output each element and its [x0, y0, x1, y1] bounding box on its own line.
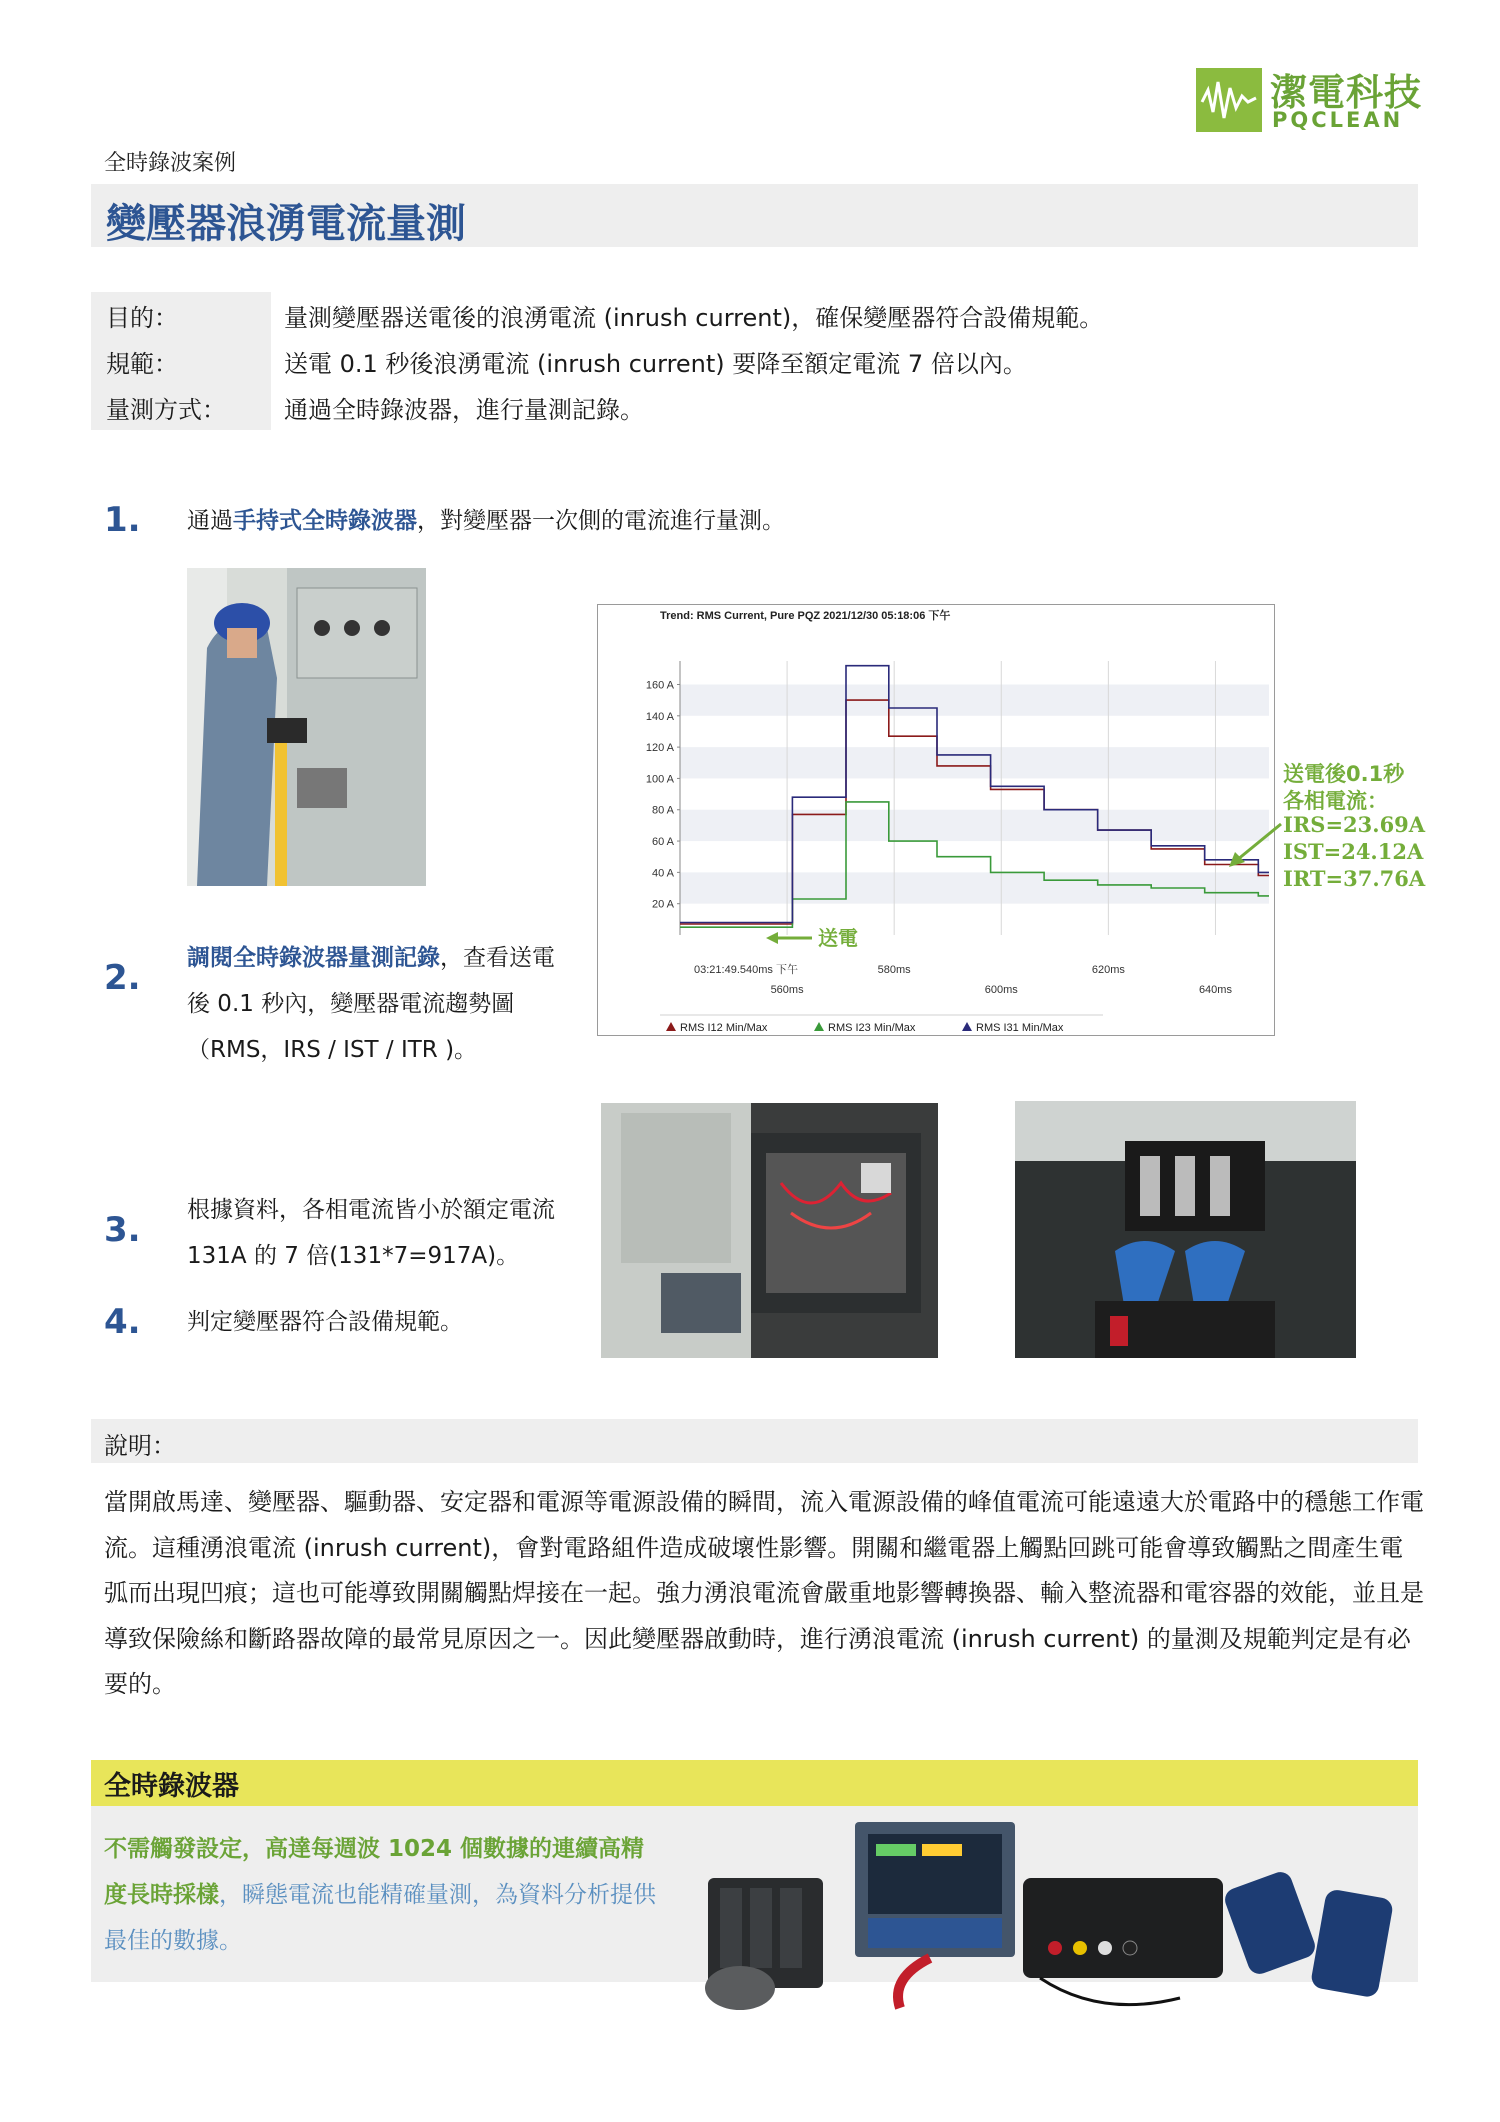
- energize-label: 送電: [818, 926, 858, 950]
- y-tick-label: 40 A: [651, 867, 674, 880]
- step-1-highlight: 手持式全時錄波器: [233, 508, 417, 534]
- grid-band: [680, 810, 1269, 841]
- chart-note-line2: 各相電流：: [1283, 789, 1388, 813]
- chart-note-irt: IRT=37.76A: [1283, 866, 1426, 891]
- photo-current-clamps: [1015, 1101, 1356, 1358]
- description-text: 當開啟馬達、變壓器、驅動器、安定器和電源等電源設備的瞬間，流入電源設備的峰值電流可能遠遠大於電路中的穩態工作電流。這種湧浪電流 (inrush current)，會對電路組件造成破壞性影響。開關和繼電器上觸點回跳可能會導致觸點之間產生電弧而出現凹痕；這也可能導致開關觸點焊接在一起。強力湧浪電流會嚴重地影響轉換器、輸入整流器和電容器的效能，並且是導致保險絲和斷路器故障的最常見原因之一。因此變壓器啟動時，進行湧浪電流 (inrush current) 的量測及規範判定是有必要的。: [104, 1488, 1424, 1698]
- step-number-2: 2.: [104, 958, 141, 998]
- chart-svg: [598, 605, 1274, 1035]
- x-tick-label-bottom: 640ms: [1198, 984, 1232, 996]
- energize-arrow-head: [766, 932, 778, 944]
- product-text-rest: ，瞬態電流也能精確量測，為資料分析提供最佳的數據。: [104, 1882, 656, 1954]
- chart-note-irs: IRS=23.69A: [1283, 812, 1426, 837]
- product-title-bar: [91, 1760, 1418, 1806]
- y-tick-label: 20 A: [651, 898, 674, 911]
- logo-chinese-name: 潔電科技: [1270, 71, 1422, 114]
- page-title: 變壓器浪湧電流量測: [106, 201, 466, 247]
- x-tick-label-bottom: 600ms: [984, 984, 1018, 996]
- step-2-highlight: 調閱全時錄波器量測記錄: [187, 945, 440, 971]
- step-text-2: 調閱全時錄波器量測記錄，查看送電後 0.1 秒內，變壓器電流趨勢圖（RMS，IRS / IST / ITR )。: [187, 945, 555, 1063]
- grid-band: [680, 747, 1269, 778]
- product-title: 全時錄波器: [104, 1771, 239, 1802]
- info-label-purpose: 目的：: [106, 304, 178, 332]
- step-number-3: 3.: [104, 1210, 141, 1250]
- step-text-1: 通過手持式全時錄波器，對變壓器一次側的電流進行量測。: [187, 508, 785, 534]
- photo-distribution-cabinet: [601, 1103, 938, 1358]
- chart-note-ist: IST=24.12A: [1283, 839, 1424, 864]
- product-text: [104, 1826, 664, 1964]
- x-tick-label-top: 03:21:49.540ms 下午: [694, 964, 798, 976]
- grid-band: [680, 684, 1269, 715]
- legend-label-1: RMS I12 Min/Max: [680, 1022, 768, 1034]
- y-tick-label: 100 A: [645, 773, 674, 786]
- x-tick-label-bottom: 560ms: [770, 984, 804, 996]
- info-value-method: 通過全時錄波器，進行量測記錄。: [284, 396, 644, 424]
- legend-marker-2: [814, 1022, 824, 1031]
- note-pointer-arrow: [1225, 820, 1285, 870]
- category-label: 全時錄波案例: [104, 151, 237, 176]
- info-value-spec: 送電 0.1 秒後浪湧電流 (inrush current) 要降至額定電流 7 倍以內。: [284, 350, 1027, 378]
- info-value-purpose: 量測變壓器送電後的浪湧電流 (inrush current)，確保變壓器符合設備規範。: [284, 304, 1104, 332]
- legend-label-2: RMS I23 Min/Max: [828, 1022, 916, 1034]
- info-label-method: 量測方式：: [106, 396, 226, 424]
- chart-title: Trend: RMS Current, Pure PQZ 2021/12/30 05:18:06 下午: [660, 610, 951, 622]
- chart-note-line1: 送電後0.1秒: [1283, 762, 1405, 786]
- legend-label-3: RMS I31 Min/Max: [976, 1022, 1064, 1034]
- rms-current-trend-chart: [597, 604, 1275, 1036]
- legend-marker-3: [962, 1022, 972, 1031]
- info-label-spec: 規範：: [106, 350, 178, 378]
- x-tick-label-top: 580ms: [877, 964, 911, 976]
- y-tick-label: 60 A: [651, 836, 674, 849]
- product-devices-image: [700, 1818, 1400, 2016]
- product-text-highlight: 不需觸發設定，高達每週波 1024 個數據的連續高精度長時採樣: [104, 1836, 645, 1908]
- photo-technician-measuring: [187, 568, 426, 886]
- y-tick-label: 120 A: [645, 742, 674, 755]
- step-text-3: 根據資料，各相電流皆小於額定電流 131A 的 7 倍(131*7=917A)。: [187, 1197, 555, 1269]
- legend-marker-1: [666, 1022, 676, 1031]
- y-tick-label: 140 A: [645, 710, 674, 723]
- company-logo-mark: [1196, 68, 1262, 132]
- step-number-1: 1.: [104, 500, 141, 540]
- x-tick-label-top: 620ms: [1091, 964, 1125, 976]
- description-label: 說明：: [104, 1432, 176, 1460]
- logo-english-name: PQCLEAN: [1272, 108, 1404, 132]
- y-tick-label: 80 A: [651, 804, 674, 817]
- description-bar: [91, 1419, 1418, 1463]
- step-text-4: 判定變壓器符合設備規範。: [187, 1309, 463, 1335]
- step-number-4: 4.: [104, 1302, 141, 1342]
- y-tick-label: 160 A: [645, 679, 674, 692]
